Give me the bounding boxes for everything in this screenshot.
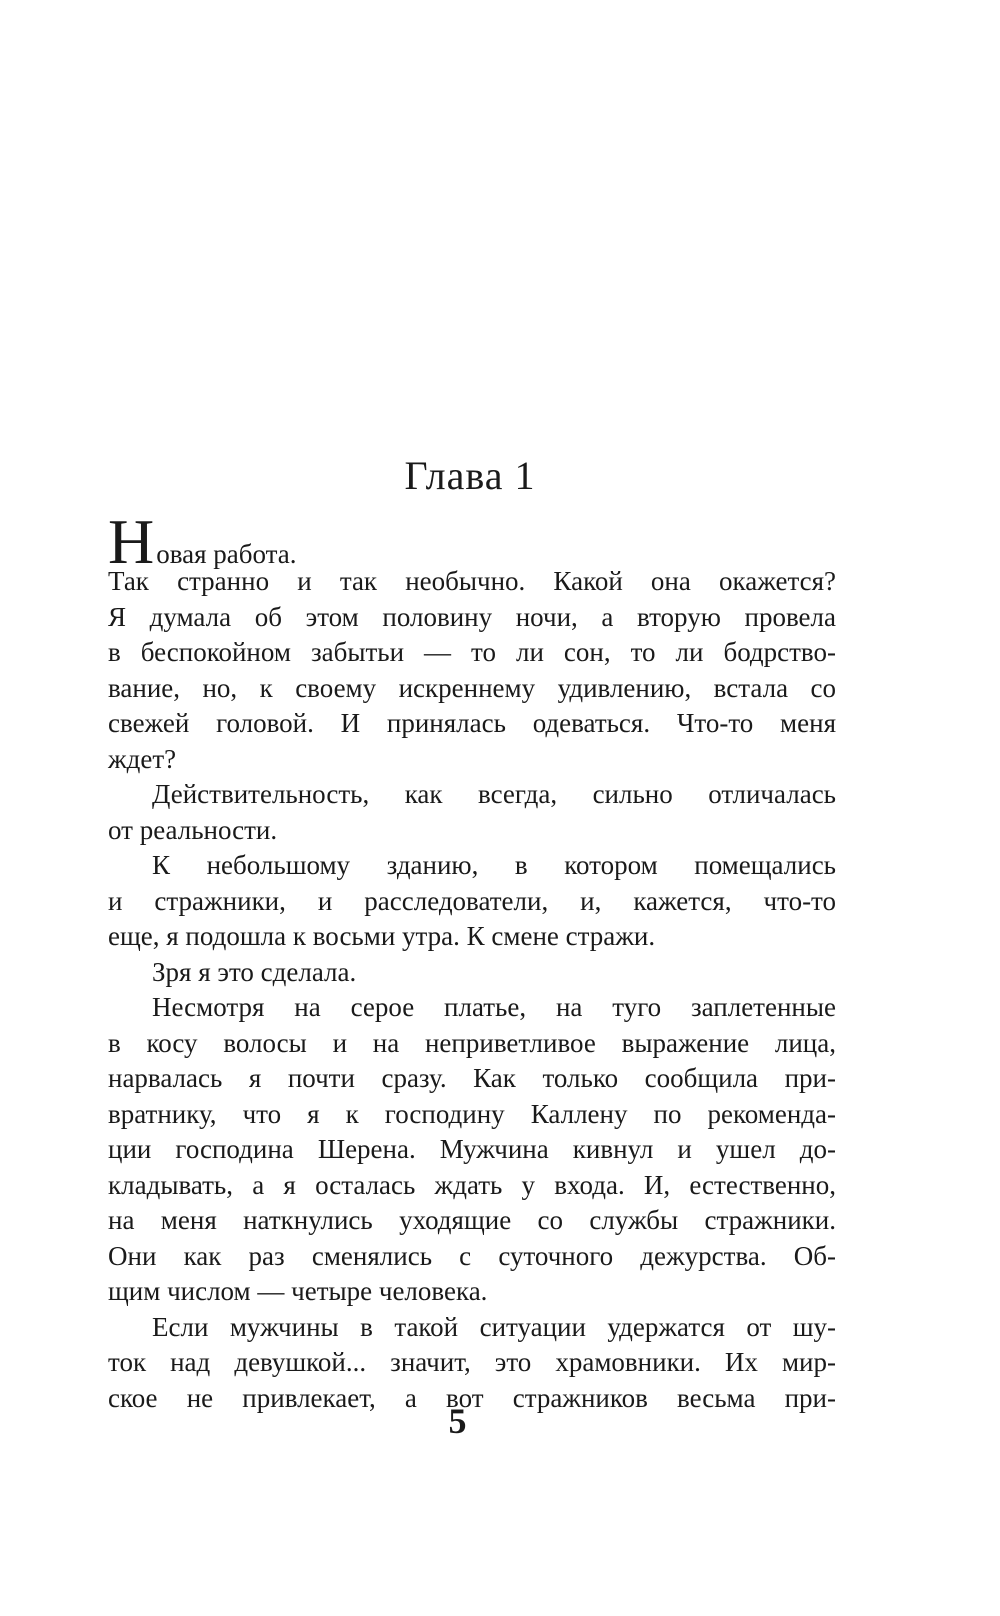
text-line: ции господина Шерена. Мужчина кивнул и ушел до- (108, 1134, 836, 1164)
text-line: Если мужчины в такой ситуации удержатся от шу- (152, 1311, 836, 1342)
opening-line-text: овая работа. (156, 539, 297, 569)
page-number: 5 (448, 1401, 467, 1441)
text-line: Несмотря на серое платье, на туго заплетенные (152, 992, 836, 1022)
text-line: в косу волосы и на неприветливое выражение лица, (108, 1027, 836, 1058)
text-line: и стражники, и расследователи, и, кажется, что-то (108, 885, 836, 916)
text-line: ток над девушкой... значит, это храмовники. Их мир- (108, 1347, 836, 1377)
text-line: Так странно и так необычно. Какой она окажется? (108, 566, 836, 596)
text-line: нарвалась я почти сразу. Как только сообщила при- (108, 1063, 836, 1093)
text-line: еще, я подошла к восьми утра. К смене стражи. (108, 921, 656, 951)
text-line: свежей головой. И принялась одеваться. Что-то меня (108, 708, 836, 738)
text-line: ждет? (108, 743, 177, 774)
text-line: на меня наткнулись уходящие со службы стражники. (108, 1205, 836, 1235)
text-line: от реальности. (108, 814, 278, 845)
text-line: Зря я это сделала. (152, 956, 357, 987)
text-line: Действительность, как всегда, сильно отличалась (152, 779, 836, 809)
text-line: в беспокойном забытьи — то ли сон, то ли бодрство- (108, 637, 836, 667)
text-line: щим числом — четыре человека. (108, 1276, 488, 1306)
text-line: кладывать, а я осталась ждать у входа. И, естественно, (108, 1169, 836, 1200)
text-line: вание, но, к своему искреннему удивлению, встала со (108, 672, 836, 703)
text-line: ское не привлекает, а вот стражников весьма при- (108, 1382, 836, 1413)
text-lines (108, 564, 836, 1416)
text-line: Они как раз сменялись с суточного дежурства. Об- (108, 1240, 836, 1271)
text-line: К небольшому зданию, в котором помещались (152, 850, 836, 880)
text-line: Я думала об этом половину ночи, а вторую провела (108, 601, 836, 632)
body-text (108, 506, 836, 1416)
opening-line (108, 506, 836, 577)
text-line: вратнику, что я к господину Каллену по рекоменда- (108, 1098, 836, 1129)
chapter-title: Глава 1 (404, 453, 536, 498)
drop-cap-letter: Н (108, 506, 155, 577)
